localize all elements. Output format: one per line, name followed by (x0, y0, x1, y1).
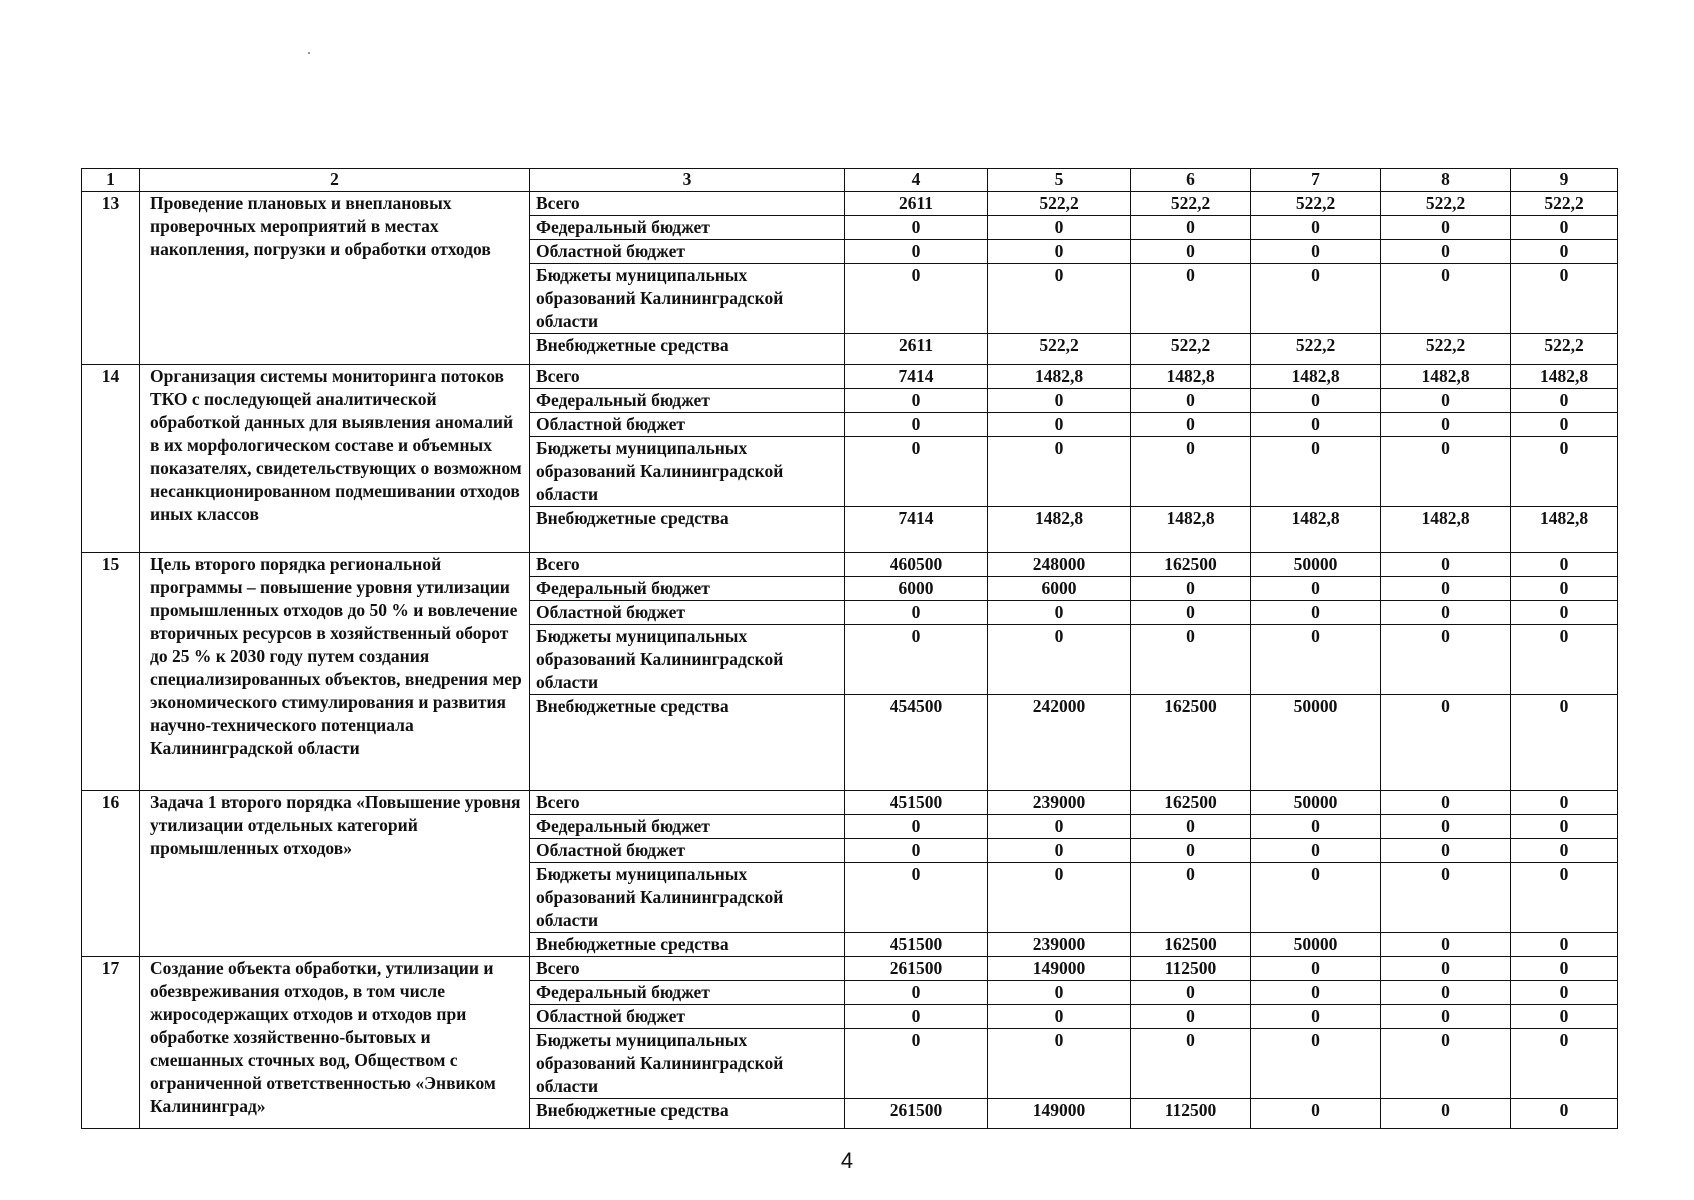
amount-cell: 0 (1381, 981, 1511, 1005)
amount-cell: 0 (1251, 863, 1381, 933)
entry-description: Проведение плановых и внеплановых проверочных мероприятий в местах накопления, погрузки и обработки отходов (140, 192, 530, 365)
amount-cell: 7414 (845, 365, 988, 389)
column-header: 5 (988, 169, 1131, 192)
amount-cell: 0 (1511, 957, 1618, 981)
amount-cell: 0 (1251, 601, 1381, 625)
amount-cell: 0 (1381, 695, 1511, 791)
amount-cell: 239000 (988, 933, 1131, 957)
amount-cell: 451500 (845, 791, 988, 815)
amount-cell: 0 (1381, 216, 1511, 240)
amount-cell: 522,2 (1251, 334, 1381, 365)
funding-source-label: Бюджеты муниципальных образований Калининградской области (530, 863, 845, 933)
amount-cell: 0 (1381, 264, 1511, 334)
amount-cell: 0 (1511, 1029, 1618, 1099)
amount-cell: 0 (845, 601, 988, 625)
column-header: 3 (530, 169, 845, 192)
amount-cell: 0 (1381, 791, 1511, 815)
amount-cell: 0 (845, 1029, 988, 1099)
amount-cell: 522,2 (1381, 334, 1511, 365)
amount-cell: 248000 (988, 553, 1131, 577)
amount-cell: 0 (1381, 1099, 1511, 1129)
funding-source-label: Областной бюджет (530, 601, 845, 625)
amount-cell: 0 (1251, 1029, 1381, 1099)
funding-source-label: Федеральный бюджет (530, 389, 845, 413)
column-header: 8 (1381, 169, 1511, 192)
column-header: 4 (845, 169, 988, 192)
financing-table (81, 168, 1618, 1129)
amount-cell: 0 (845, 413, 988, 437)
amount-cell: 0 (1131, 577, 1251, 601)
amount-cell: 0 (1251, 413, 1381, 437)
amount-cell: 0 (1131, 389, 1251, 413)
amount-cell: 149000 (988, 1099, 1131, 1129)
amount-cell: 522,2 (1511, 192, 1618, 216)
amount-cell: 522,2 (1131, 334, 1251, 365)
amount-cell: 0 (1381, 1005, 1511, 1029)
amount-cell: 0 (845, 264, 988, 334)
funding-source-label: Всего (530, 553, 845, 577)
amount-cell: 162500 (1131, 695, 1251, 791)
table-row (82, 553, 1618, 577)
amount-cell: 0 (988, 389, 1131, 413)
entry-description: Цель второго порядка региональной программы – повышение уровня утилизации промышленных отходов до 50 % и вовлечение вторичных ресурсов в хозяйственный оборот до 25 % к 2030 году путем создания специализированных объектов, внедрения мер экономического стимулирования и развития научно-технического потенциала Калининградской области (140, 553, 530, 791)
funding-source-label: Всего (530, 365, 845, 389)
amount-cell: 0 (1131, 216, 1251, 240)
amount-cell: 0 (988, 815, 1131, 839)
amount-cell: 0 (1251, 815, 1381, 839)
amount-cell: 0 (1381, 839, 1511, 863)
amount-cell: 0 (988, 216, 1131, 240)
amount-cell: 0 (988, 1005, 1131, 1029)
amount-cell: 0 (1511, 264, 1618, 334)
amount-cell: 0 (845, 625, 988, 695)
amount-cell: 0 (1131, 1029, 1251, 1099)
amount-cell: 0 (988, 1029, 1131, 1099)
amount-cell: 0 (845, 863, 988, 933)
amount-cell: 1482,8 (1381, 507, 1511, 553)
entry-description: Задача 1 второго порядка «Повышение уровня утилизации отдельных категорий промышленных отходов» (140, 791, 530, 957)
amount-cell: 0 (1381, 863, 1511, 933)
amount-cell: 0 (1131, 601, 1251, 625)
amount-cell: 0 (988, 625, 1131, 695)
amount-cell: 242000 (988, 695, 1131, 791)
amount-cell: 0 (1251, 981, 1381, 1005)
amount-cell: 0 (1131, 625, 1251, 695)
table-row (82, 365, 1618, 389)
amount-cell: 0 (1511, 601, 1618, 625)
funding-source-label: Областной бюджет (530, 1005, 845, 1029)
amount-cell: 0 (1381, 933, 1511, 957)
amount-cell: 0 (1381, 389, 1511, 413)
amount-cell: 522,2 (988, 334, 1131, 365)
entry-number: 17 (82, 957, 140, 1129)
amount-cell: 0 (1131, 264, 1251, 334)
amount-cell: 0 (1511, 577, 1618, 601)
entry-number: 14 (82, 365, 140, 553)
amount-cell: 0 (1381, 437, 1511, 507)
funding-source-label: Федеральный бюджет (530, 577, 845, 601)
amount-cell: 261500 (845, 957, 988, 981)
amount-cell: 0 (1251, 839, 1381, 863)
amount-cell: 0 (1251, 437, 1381, 507)
amount-cell: 0 (1251, 577, 1381, 601)
amount-cell: 239000 (988, 791, 1131, 815)
funding-source-label: Всего (530, 192, 845, 216)
amount-cell: 0 (845, 216, 988, 240)
funding-source-label: Всего (530, 957, 845, 981)
amount-cell: 0 (845, 240, 988, 264)
amount-cell: 0 (1131, 815, 1251, 839)
amount-cell: 1482,8 (988, 507, 1131, 553)
amount-cell: 0 (1511, 437, 1618, 507)
amount-cell: 0 (988, 981, 1131, 1005)
amount-cell: 0 (1131, 413, 1251, 437)
funding-source-label: Внебюджетные средства (530, 933, 845, 957)
table-body (82, 169, 1618, 1129)
funding-source-label: Областной бюджет (530, 240, 845, 264)
amount-cell: 0 (1131, 981, 1251, 1005)
funding-source-label: Бюджеты муниципальных образований Калининградской области (530, 264, 845, 334)
amount-cell: 162500 (1131, 791, 1251, 815)
amount-cell: 0 (1381, 240, 1511, 264)
amount-cell: 0 (1251, 1005, 1381, 1029)
column-header: 1 (82, 169, 140, 192)
amount-cell: 454500 (845, 695, 988, 791)
amount-cell: 0 (1131, 240, 1251, 264)
amount-cell: 6000 (988, 577, 1131, 601)
funding-source-label: Внебюджетные средства (530, 695, 845, 791)
table-row (82, 791, 1618, 815)
amount-cell: 0 (988, 863, 1131, 933)
amount-cell: 50000 (1251, 791, 1381, 815)
amount-cell: 149000 (988, 957, 1131, 981)
amount-cell: 0 (845, 981, 988, 1005)
funding-source-label: Федеральный бюджет (530, 981, 845, 1005)
amount-cell: 0 (988, 264, 1131, 334)
amount-cell: 0 (1251, 1099, 1381, 1129)
amount-cell: 0 (1131, 863, 1251, 933)
column-header: 2 (140, 169, 530, 192)
amount-cell: 0 (1511, 625, 1618, 695)
amount-cell: 0 (1381, 553, 1511, 577)
entry-number: 15 (82, 553, 140, 791)
amount-cell: 0 (1511, 791, 1618, 815)
amount-cell: 0 (1251, 957, 1381, 981)
amount-cell: 0 (1381, 577, 1511, 601)
amount-cell: 0 (1511, 981, 1618, 1005)
amount-cell: 7414 (845, 507, 988, 553)
amount-cell: 0 (1511, 863, 1618, 933)
amount-cell: 2611 (845, 334, 988, 365)
amount-cell: 522,2 (1251, 192, 1381, 216)
entry-number: 13 (82, 192, 140, 365)
funding-source-label: Бюджеты муниципальных образований Калининградской области (530, 625, 845, 695)
amount-cell: 0 (988, 601, 1131, 625)
amount-cell: 50000 (1251, 933, 1381, 957)
amount-cell: 0 (1251, 216, 1381, 240)
amount-cell: 50000 (1251, 553, 1381, 577)
amount-cell: 522,2 (988, 192, 1131, 216)
funding-source-label: Бюджеты муниципальных образований Калининградской области (530, 1029, 845, 1099)
amount-cell: 0 (845, 389, 988, 413)
amount-cell: 0 (1381, 815, 1511, 839)
amount-cell: 0 (1381, 1029, 1511, 1099)
amount-cell: 0 (1511, 815, 1618, 839)
entry-number: 16 (82, 791, 140, 957)
amount-cell: 112500 (1131, 957, 1251, 981)
amount-cell: 0 (1381, 413, 1511, 437)
amount-cell: 0 (1511, 413, 1618, 437)
amount-cell: 0 (1251, 389, 1381, 413)
amount-cell: 0 (1251, 240, 1381, 264)
amount-cell: 162500 (1131, 933, 1251, 957)
amount-cell: 522,2 (1131, 192, 1251, 216)
amount-cell: 1482,8 (1381, 365, 1511, 389)
amount-cell: 0 (1131, 437, 1251, 507)
amount-cell: 460500 (845, 553, 988, 577)
amount-cell: 1482,8 (1131, 507, 1251, 553)
amount-cell: 0 (845, 1005, 988, 1029)
funding-source-label: Федеральный бюджет (530, 815, 845, 839)
amount-cell: 0 (1381, 625, 1511, 695)
table-row (82, 957, 1618, 981)
funding-source-label: Областной бюджет (530, 413, 845, 437)
amount-cell: 0 (1381, 601, 1511, 625)
amount-cell: 522,2 (1381, 192, 1511, 216)
column-header: 9 (1511, 169, 1618, 192)
amount-cell: 0 (1511, 389, 1618, 413)
amount-cell: 261500 (845, 1099, 988, 1129)
amount-cell: 0 (1251, 264, 1381, 334)
amount-cell: 1482,8 (1251, 365, 1381, 389)
amount-cell: 0 (1511, 1005, 1618, 1029)
column-header: 6 (1131, 169, 1251, 192)
amount-cell: 1482,8 (988, 365, 1131, 389)
amount-cell: 1482,8 (1131, 365, 1251, 389)
scan-speck (308, 52, 310, 54)
amount-cell: 0 (1511, 839, 1618, 863)
amount-cell: 0 (1511, 695, 1618, 791)
amount-cell: 0 (988, 240, 1131, 264)
amount-cell: 0 (1381, 957, 1511, 981)
amount-cell: 50000 (1251, 695, 1381, 791)
page-number: 4 (840, 1148, 854, 1173)
amount-cell: 0 (845, 437, 988, 507)
amount-cell: 0 (988, 413, 1131, 437)
entry-description: Организация системы мониторинга потоков ТКО с последующей аналитической обработкой данных для выявления аномалий в их морфологическом составе и объемных показателях, свидетельствующих о возможном несанкционированном подмешивании отходов иных классов (140, 365, 530, 553)
amount-cell: 6000 (845, 577, 988, 601)
entry-description: Создание объекта обработки, утилизации и обезвреживания отходов, в том числе жиросодержащих отходов и отходов при обработке хозяйственно-бытовых и смешанных сточных вод, Обществом с ограниченной ответственностью «Энвиком Калининград» (140, 957, 530, 1129)
amount-cell: 1482,8 (1251, 507, 1381, 553)
amount-cell: 522,2 (1511, 334, 1618, 365)
amount-cell: 1482,8 (1511, 365, 1618, 389)
amount-cell: 451500 (845, 933, 988, 957)
amount-cell: 0 (845, 815, 988, 839)
amount-cell: 0 (988, 437, 1131, 507)
amount-cell: 0 (988, 839, 1131, 863)
column-number-row (82, 169, 1618, 192)
amount-cell: 0 (1251, 625, 1381, 695)
funding-source-label: Внебюджетные средства (530, 334, 845, 365)
amount-cell: 0 (1511, 216, 1618, 240)
amount-cell: 0 (845, 839, 988, 863)
amount-cell: 112500 (1131, 1099, 1251, 1129)
column-header: 7 (1251, 169, 1381, 192)
amount-cell: 0 (1131, 1005, 1251, 1029)
funding-source-label: Внебюджетные средства (530, 507, 845, 553)
amount-cell: 0 (1511, 240, 1618, 264)
funding-source-label: Всего (530, 791, 845, 815)
amount-cell: 0 (1511, 1099, 1618, 1129)
funding-source-label: Областной бюджет (530, 839, 845, 863)
table-row (82, 192, 1618, 216)
funding-source-label: Внебюджетные средства (530, 1099, 845, 1129)
amount-cell: 162500 (1131, 553, 1251, 577)
funding-source-label: Федеральный бюджет (530, 216, 845, 240)
funding-source-label: Бюджеты муниципальных образований Калининградской области (530, 437, 845, 507)
amount-cell: 1482,8 (1511, 507, 1618, 553)
amount-cell: 2611 (845, 192, 988, 216)
amount-cell: 0 (1511, 933, 1618, 957)
amount-cell: 0 (1131, 839, 1251, 863)
amount-cell: 0 (1511, 553, 1618, 577)
